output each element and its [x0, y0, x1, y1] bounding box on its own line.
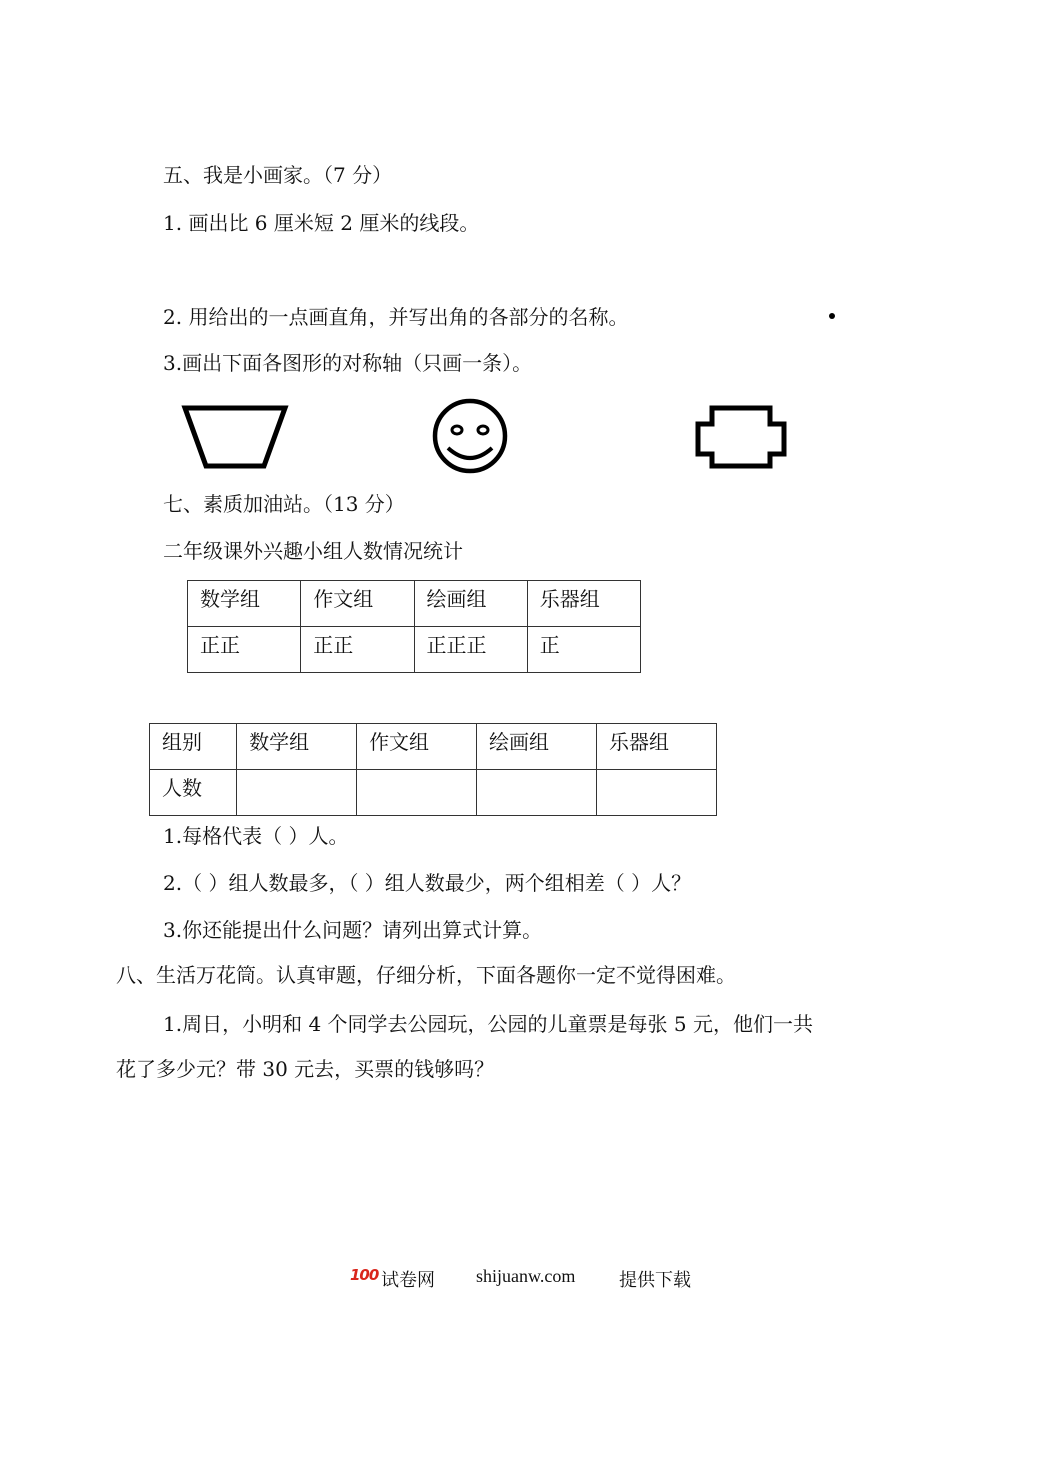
section5-q1: 1. 画出比 6 厘米短 2 厘米的线段。 — [163, 211, 480, 235]
smiley-face-shape — [435, 401, 505, 471]
section7-q3: 3.你还能提出什么问题？请列出算式计算。 — [163, 918, 543, 942]
blank-cell[interactable] — [237, 770, 357, 816]
tally-cell: 正正正 — [414, 627, 527, 673]
brand-logo: 100 — [350, 1266, 379, 1284]
tally-cell: 正正 — [301, 627, 414, 673]
count-table — [149, 723, 717, 816]
header-cell: 作文组 — [301, 581, 414, 627]
section8-q1-line1: 1.周日，小明和 4 个同学去公园玩，公园的儿童票是每张 5 元，他们一共 — [163, 1012, 813, 1036]
header-cell: 乐器组 — [597, 724, 717, 770]
header-cell: 乐器组 — [527, 581, 640, 627]
section5-q3: 3.画出下面各图形的对称轴（只画一条）。 — [163, 351, 533, 375]
tally-cell: 正正 — [188, 627, 301, 673]
header-cell: 数学组 — [237, 724, 357, 770]
section5-title: 五、我是小画家。（7 分） — [163, 163, 393, 187]
cross-shape — [698, 408, 784, 466]
section7-title: 七、素质加油站。（13 分） — [163, 492, 405, 516]
section8-q1-line2: 花了多少元？带 30 元去，买票的钱够吗？ — [116, 1057, 495, 1081]
section5-q2: 2. 用给出的一点画直角，并写出角的各部分的名称。 — [163, 305, 629, 329]
table-title: 二年级课外兴趣小组人数情况统计 — [163, 539, 463, 563]
brand-name: 试卷网 — [381, 1270, 435, 1291]
section7-q2: 2.（ ）组人数最多，（ ）组人数最少，两个组相差（ ）人？ — [163, 871, 692, 895]
tally-table — [187, 580, 641, 673]
header-cell: 作文组 — [357, 724, 477, 770]
section7-q1: 1.每格代表（ ）人。 — [163, 824, 349, 848]
blank-cell[interactable] — [357, 770, 477, 816]
header-cell: 数学组 — [188, 581, 301, 627]
count-header-row — [150, 724, 717, 770]
count-row — [150, 770, 717, 816]
header-cell: 绘画组 — [414, 581, 527, 627]
tally-row — [188, 627, 641, 673]
given-point — [829, 313, 835, 319]
header-cell: 组别 — [150, 724, 237, 770]
trapezoid-shape — [185, 408, 285, 466]
download-note: 提供下载 — [619, 1270, 691, 1291]
symmetry-shapes — [0, 396, 1044, 476]
tally-cell: 正 — [527, 627, 640, 673]
section8-title: 八、生活万花筒。认真审题，仔细分析，下面各题你一定不觉得困难。 — [116, 963, 736, 987]
row-label-cell: 人数 — [150, 770, 237, 816]
tally-header-row — [188, 581, 641, 627]
page-footer — [0, 1266, 1044, 1294]
site-link[interactable]: shijuanw.com — [476, 1266, 576, 1286]
header-cell: 绘画组 — [477, 724, 597, 770]
blank-cell[interactable] — [597, 770, 717, 816]
blank-cell[interactable] — [477, 770, 597, 816]
